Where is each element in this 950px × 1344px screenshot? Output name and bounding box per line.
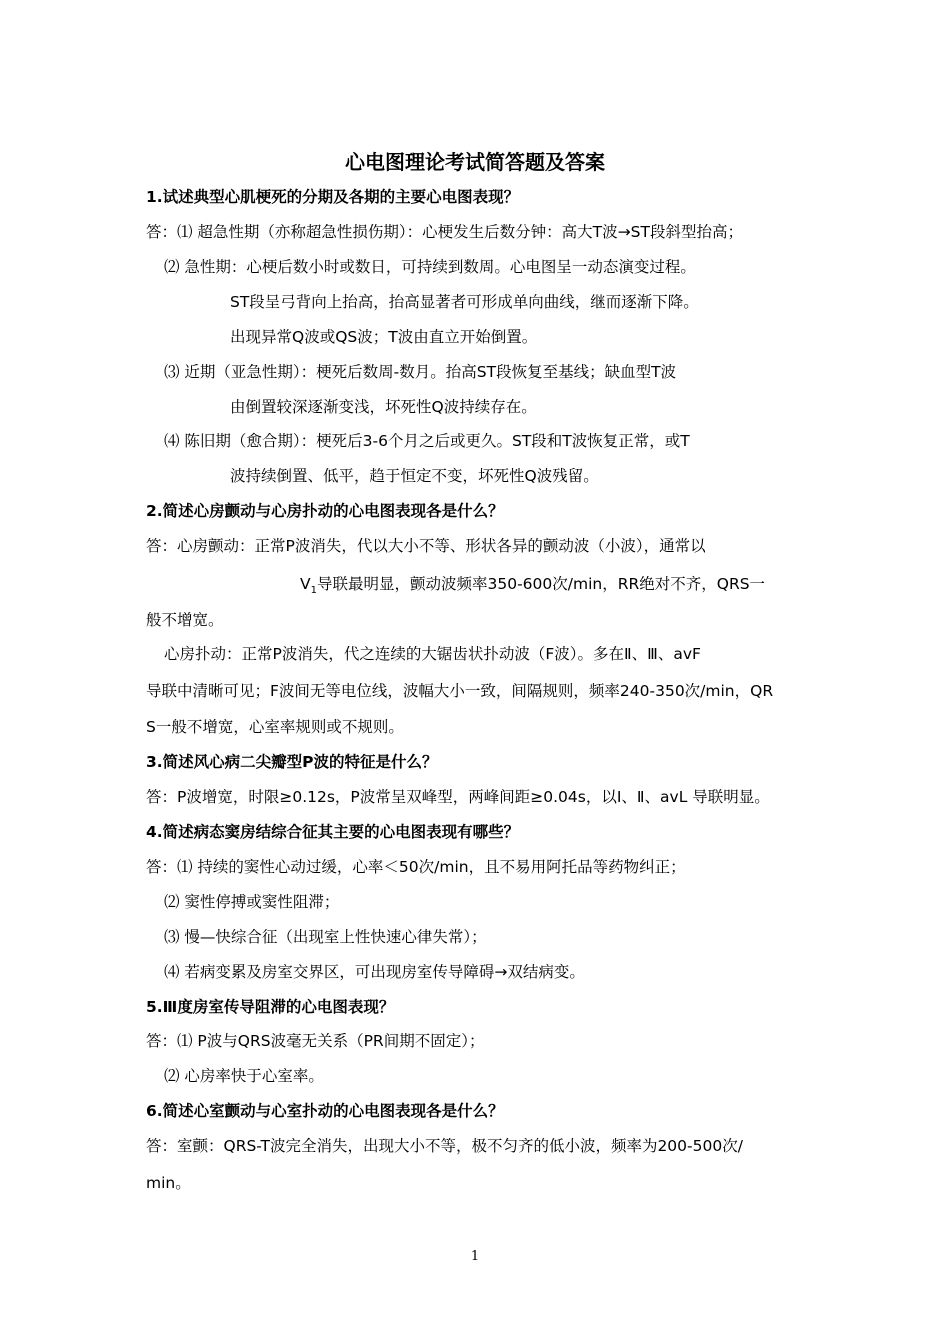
answer-5-line-1: 答：⑴ P波与QRS波毫无关系（PR间期不固定）；	[146, 1032, 485, 1050]
answer-2-line-6: S一般不增宽，心室率规则或不规则。	[146, 718, 404, 736]
answer-2-line-2-rest: 导联最明显，颤动波频率350-600次/min，RR绝对不齐，QRS一	[316, 575, 766, 593]
answer-1-line-5: ⑶ 近期（亚急性期）：梗死后数周-数月。抬高ST段恢复至基线；缺血型T波	[164, 363, 677, 381]
answer-1-line-2: ⑵ 急性期：心梗后数小时或数日，可持续到数周。心电图呈一动态演变过程。	[164, 258, 696, 276]
question-5: 5.Ⅲ度房室传导阻滞的心电图表现？	[146, 998, 395, 1016]
answer-6-line-2: min。	[146, 1174, 191, 1192]
answer-1-line-4: 出现异常Q波或QS波；T波由直立开始倒置。	[230, 328, 538, 346]
lead-v: V	[300, 575, 311, 593]
answer-4-line-4: ⑷ 若病变累及房室交界区，可出现房室传导障碍→双结病变。	[164, 963, 585, 981]
question-4: 4.简述病态窦房结综合征其主要的心电图表现有哪些？	[146, 823, 520, 841]
question-3: 3.简述风心病二尖瓣型P波的特征是什么？	[146, 753, 438, 771]
answer-1-line-3: ST段呈弓背向上抬高，抬高显著者可形成单向曲线，继而逐渐下降。	[230, 293, 699, 311]
answer-2-line-4: 心房扑动：正常P波消失，代之连续的大锯齿状扑动波（F波）。多在Ⅱ、Ⅲ、avF	[164, 645, 701, 663]
page-number: 1	[470, 1249, 480, 1264]
answer-4-line-1: 答：⑴ 持续的窦性心动过缓，心率＜50次/min，且不易用阿托品等药物纠正；	[146, 858, 686, 876]
question-2: 2.简述心房颤动与心房扑动的心电图表现各是什么？	[146, 502, 504, 520]
question-1: 1.试述典型心肌梗死的分期及各期的主要心电图表现？	[146, 188, 520, 206]
answer-2-line-2	[300, 573, 765, 595]
answer-1-line-6: 由倒置较深逐渐变浅，坏死性Q波持续存在。	[230, 398, 537, 416]
lead-subscript: 1	[310, 585, 317, 597]
answer-2-line-3: 般不增宽。	[146, 611, 224, 629]
answer-1-line-7: ⑷ 陈旧期（愈合期）：梗死后3-6个月之后或更久。ST段和T波恢复正常，或T	[164, 432, 690, 450]
answer-5-line-2: ⑵ 心房率快于心室率。	[164, 1067, 324, 1085]
answer-6-line-1: 答：室颤：QRS-T波完全消失，出现大小不等，极不匀齐的低小波，频率为200-500次/	[146, 1137, 743, 1155]
answer-1-line-8: 波持续倒置、低平，趋于恒定不变，坏死性Q波残留。	[230, 467, 599, 485]
answer-2-line-1: 答：心房颤动：正常P波消失，代以大小不等、形状各异的颤动波（小波），通常以	[146, 537, 706, 555]
answer-4-line-3: ⑶ 慢—快综合征（出现室上性快速心律失常）；	[164, 928, 487, 946]
question-6: 6.简述心室颤动与心室扑动的心电图表现各是什么？	[146, 1102, 504, 1120]
page-title: 心电图理论考试简答题及答案	[345, 150, 605, 174]
answer-3-line-1: 答：P波增宽，时限≥0.12s，P波常呈双峰型，两峰间距≥0.04s，以Ⅰ、Ⅱ、avL 导联明显。	[146, 788, 770, 806]
answer-1-line-1: 答：⑴ 超急性期（亦称超急性损伤期）：心梗发生后数分钟：高大T波→ST段斜型抬高；	[146, 223, 743, 241]
answer-4-line-2: ⑵ 窦性停搏或窦性阻滞；	[164, 893, 340, 911]
answer-2-line-5: 导联中清晰可见；F波间无等电位线，波幅大小一致，间隔规则，频率240-350次/min，QR	[146, 682, 774, 700]
